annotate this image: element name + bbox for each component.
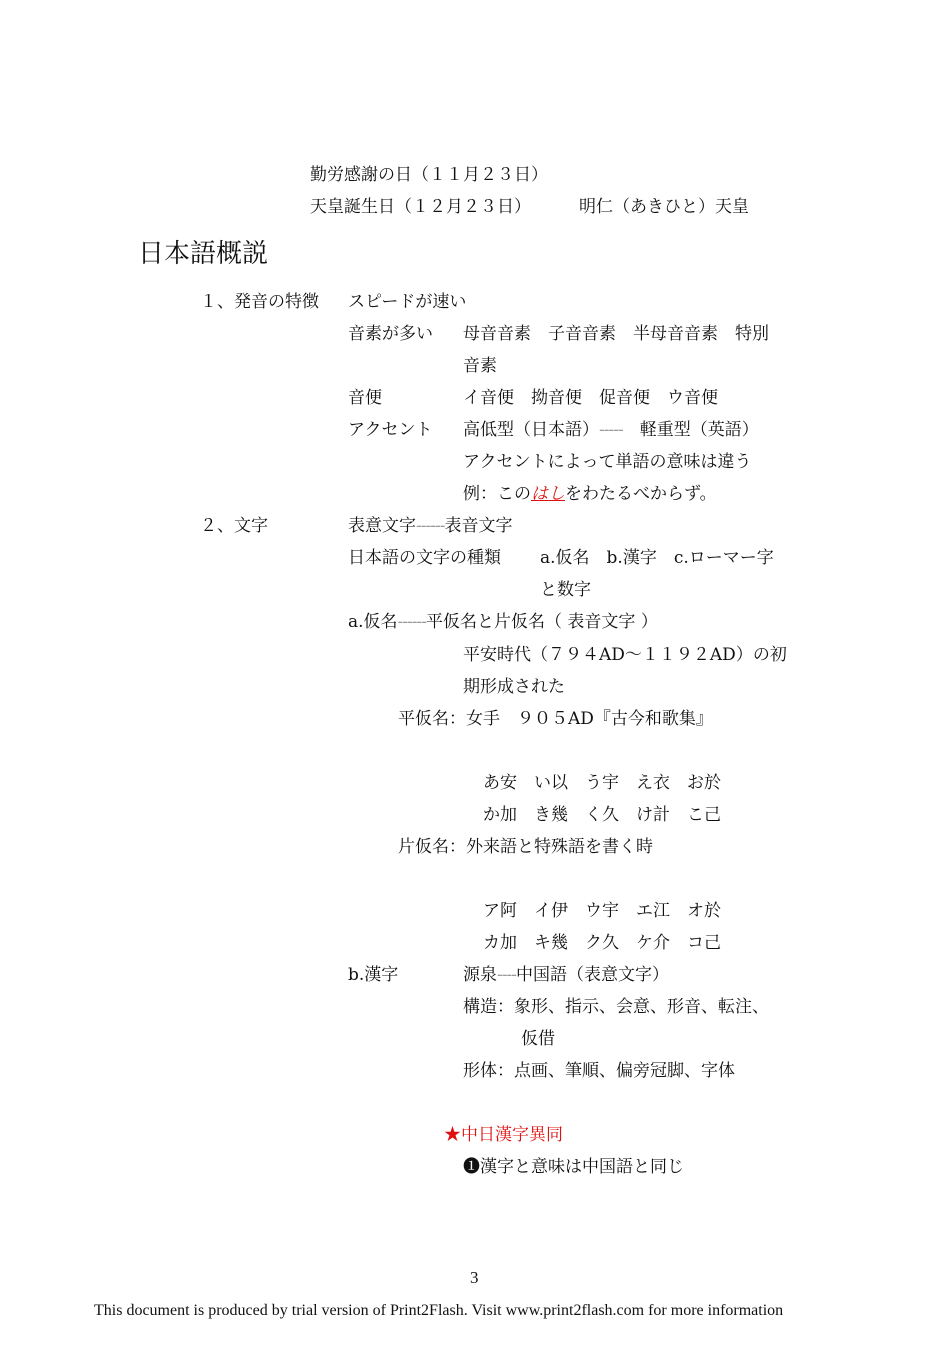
phoneme-items-cont: 音素 <box>463 356 497 376</box>
star-heading: ★中日漢字異同 <box>444 1125 563 1145</box>
onbin-items: イ音便 拗音便 促音便 ウ音便 <box>463 388 718 408</box>
accent-weight: 軽重型（英語） <box>622 420 759 440</box>
kanji-structure: 構造：象形、指示、会意、形音、転注、 <box>463 997 769 1017</box>
section2-label: ２、文字 <box>200 516 268 536</box>
hiragana-row1: あ安 い以 う宇 え衣 お於 <box>483 773 721 793</box>
ideo-b: 表音文字 <box>444 516 513 536</box>
kana-period: 平安時代（７９４AD～１１９２AD）の初 <box>463 645 787 665</box>
katakana-line: 片仮名：外来語と特殊語を書く時 <box>398 837 653 857</box>
accent-label: アクセント <box>348 420 433 440</box>
kana-dash: ------ <box>397 612 427 632</box>
page-number: 3 <box>470 1268 479 1287</box>
holiday-emperor-name: 明仁（あきひと）天皇 <box>579 197 749 217</box>
accent-note: アクセントによって単語の意味は違う <box>463 452 752 472</box>
hiragana-line: 平仮名：女手 ９０５AD『古今和歌集』 <box>398 709 713 729</box>
kanji-structure-cont: 仮借 <box>521 1029 555 1049</box>
kanji-source-dash: ---- <box>497 965 516 985</box>
hiragana-row2: か加 き幾 く久 け計 こ己 <box>483 805 721 825</box>
example-prefix: 例：この <box>463 484 531 504</box>
ideo-a: 表意文字 <box>348 516 416 536</box>
types-cont: と数字 <box>540 580 591 600</box>
holiday-emperor: 天皇誕生日（１２月２３日） <box>310 197 531 217</box>
accent-types <box>463 420 759 440</box>
katakana-row1: ア阿 イ伊 ウ宇 エ江 オ於 <box>483 901 721 921</box>
types-label: 日本語の文字の種類 <box>348 548 501 568</box>
speed-text: スピードが速い <box>348 292 467 312</box>
kana-line <box>348 612 658 632</box>
page-title: 日本語概説 <box>138 239 269 269</box>
kanji-form: 形体：点画、筆順、偏旁冠脚、字体 <box>463 1061 735 1081</box>
accent-dash: ----- <box>599 420 623 440</box>
kana-period-cont: 期形成された <box>463 677 565 697</box>
holiday-labor: 勤労感謝の日（１１月２３日） <box>310 165 548 185</box>
kanji-source <box>463 965 669 985</box>
example-word: はし <box>531 484 565 504</box>
kana-desc: 平仮名と片仮名（ 表音文字 ） <box>426 612 658 632</box>
phoneme-items: 母音音素 子音音素 半母音音素 特別 <box>463 324 769 344</box>
accent-example <box>463 484 717 504</box>
example-suffix: をわたるべからず。 <box>565 484 717 504</box>
trial-footer: This document is produced by trial version of Print2Flash. Visit www.print2flash.com for more information <box>94 1302 784 1319</box>
kanji-source-a: 源泉 <box>463 965 497 985</box>
point-1: ❶漢字と意味は中国語と同じ <box>463 1157 684 1177</box>
phoneme-label: 音素が多い <box>348 324 433 344</box>
section1-label: １、発音の特徴 <box>200 292 319 312</box>
accent-high-low: 高低型（日本語） <box>463 420 599 440</box>
kanji-source-b: 中国語（表意文字） <box>515 965 669 985</box>
ideo-dash: ------ <box>416 516 445 536</box>
kanji-label: b.漢字 <box>348 965 399 985</box>
ideo-line <box>348 516 512 536</box>
types-items: a.仮名 b.漢字 c.ローマー字 <box>540 548 774 568</box>
katakana-row2: カ加 キ幾 ク久 ケ介 コ己 <box>483 933 721 953</box>
kana-label: a.仮名 <box>348 612 398 632</box>
onbin-label: 音便 <box>348 388 382 408</box>
